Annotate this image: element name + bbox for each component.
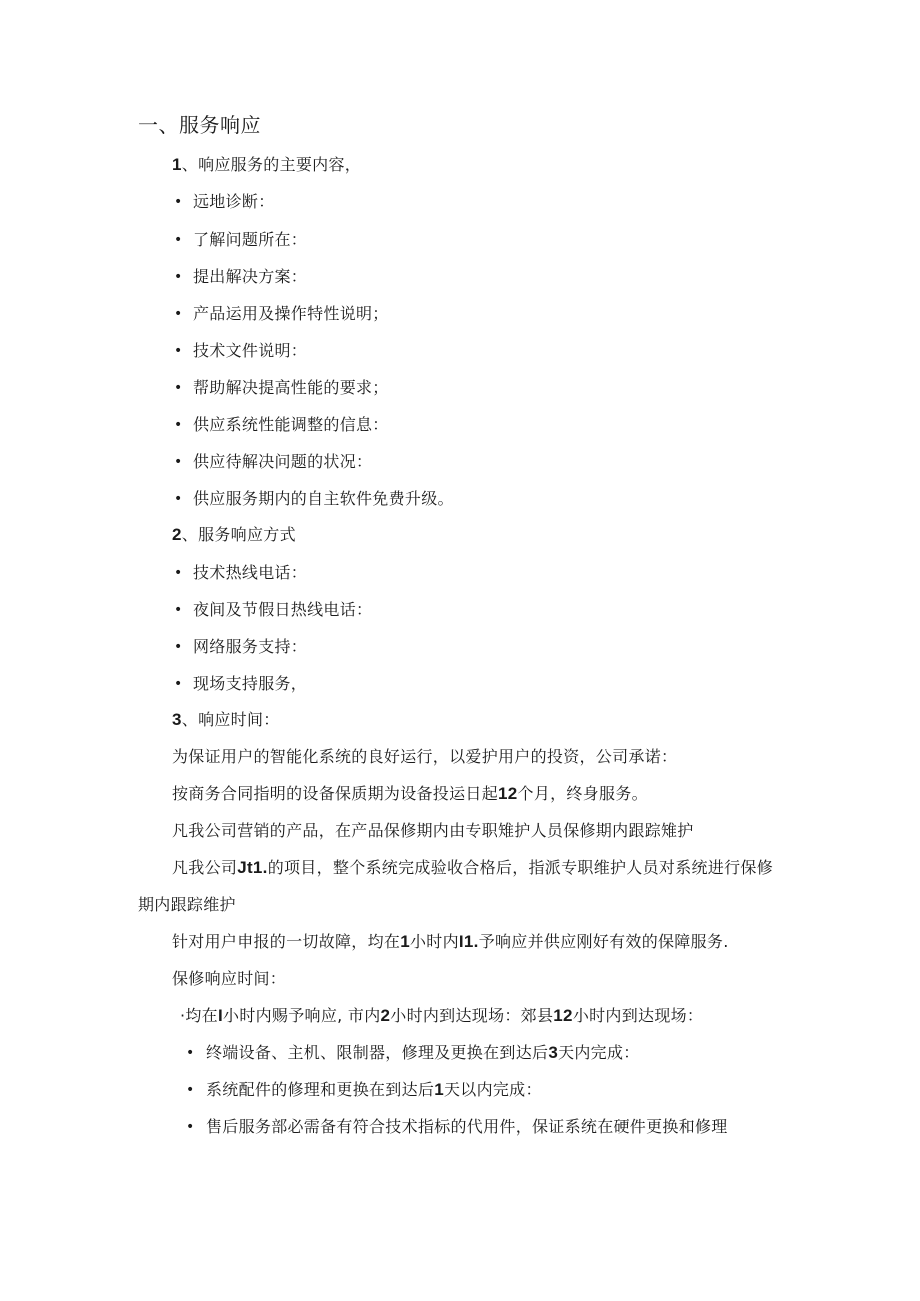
- list-item: 帮助解决提高性能的要求；: [193, 378, 389, 397]
- bullet-icon: •: [174, 232, 183, 248]
- list-item: 供应系统性能调整的信息：: [193, 415, 389, 434]
- text-run: 小时内赐予响应, 市内: [223, 1006, 381, 1025]
- text-run: 个月，终身服务。: [517, 784, 648, 803]
- list-item: 远地诊断：: [193, 192, 275, 211]
- bullet-icon: •: [174, 194, 183, 210]
- number-run: I1.: [458, 932, 479, 951]
- list-item: 供应服务期内的自主软件免费升级。: [193, 489, 454, 508]
- section-2-header: [172, 524, 296, 546]
- number-run: 1: [400, 932, 410, 951]
- section-3-header: [172, 709, 280, 731]
- paragraph-continuation: 期内跟踪维护: [138, 895, 236, 914]
- list-item: 产品运用及操作特性说明；: [193, 304, 389, 323]
- section-1-number: 1: [172, 155, 182, 174]
- text-run: 按商务合同指明的设备保质期为设备投运日起: [172, 784, 499, 803]
- text-run: 的项目，整个系统完成验收合格后，指派专职维护人员对系统进行保修: [267, 858, 774, 877]
- text-run: 小时内到达现场：郊县: [390, 1006, 554, 1025]
- paragraph: [172, 783, 648, 805]
- list-item: 供应待解决问题的状况：: [193, 452, 373, 471]
- paragraph: 保修响应时间：: [172, 969, 287, 988]
- list-item: 夜间及节假日热线电话：: [193, 600, 373, 619]
- paragraph: 凡我公司营销的产品，在产品保修期内由专职雉护人员保修期内跟踪雉护: [172, 821, 694, 840]
- paragraph: 为保证用户的智能化系统的良好运行，以爱护用户的投资，公司承诺：: [172, 747, 678, 766]
- paragraph: [172, 931, 729, 953]
- text-run: 天内完成：: [558, 1043, 640, 1062]
- list-item: 技术文件说明：: [193, 341, 308, 360]
- text-run: 小时内: [409, 932, 459, 951]
- number-run: I: [218, 1006, 224, 1025]
- bullet-icon: •: [174, 676, 183, 692]
- bullet-icon: •: [174, 454, 183, 470]
- section-3-title: 、响应时间：: [181, 710, 280, 729]
- bullet-icon: •: [174, 565, 183, 581]
- bullet-icon: •: [174, 269, 183, 285]
- text-run: 售后服务部必需备有符合技术指标的代用件，保证系统在硬件更换和修理: [206, 1117, 728, 1136]
- bullet-icon: •: [186, 1119, 195, 1135]
- number-run: 12: [498, 784, 518, 803]
- bullet-icon: •: [174, 602, 183, 618]
- list-item: 了解问题所在：: [193, 230, 308, 249]
- list-item: 网络服务支持：: [193, 637, 308, 656]
- section-2-title: 、服务响应方式: [181, 525, 296, 544]
- bullet-icon: •: [174, 380, 183, 396]
- text-run: 凡我公司: [172, 858, 238, 877]
- text-run: 系统配件的修理和更换在到达后: [206, 1080, 435, 1099]
- text-run: 针对用户申报的一切故障，均在: [172, 932, 401, 951]
- number-run: 1: [434, 1080, 444, 1099]
- bullet-icon: •: [174, 417, 183, 433]
- text-run: 终端设备、主机、限制器，修理及更换在到达后: [206, 1043, 549, 1062]
- text-run: 天以内完成：: [443, 1080, 542, 1099]
- paragraph: [180, 1005, 703, 1027]
- text-run: ·均在: [180, 1006, 218, 1025]
- bullet-icon: •: [174, 343, 183, 359]
- number-run: 12: [553, 1006, 573, 1025]
- text-run: 小时内到达现场：: [572, 1006, 704, 1025]
- page-title: 一、服务响应: [138, 113, 261, 137]
- list-item: 现场支持服务，: [193, 674, 308, 693]
- list-item: 技术热线电话：: [193, 563, 308, 582]
- list-item: [206, 1079, 542, 1101]
- number-run: 2: [380, 1006, 391, 1025]
- list-item: [206, 1116, 728, 1138]
- section-2-number: 2: [172, 525, 182, 544]
- number-run: Jt1.: [237, 858, 268, 877]
- section-3-number: 3: [172, 710, 182, 729]
- paragraph: [172, 857, 773, 879]
- bullet-icon: •: [174, 306, 183, 322]
- list-item: [206, 1042, 640, 1064]
- bullet-icon: •: [186, 1045, 195, 1061]
- bullet-icon: •: [174, 639, 183, 655]
- bullet-icon: •: [174, 491, 183, 507]
- bullet-icon: •: [186, 1082, 195, 1098]
- text-run: 予响应并供应刚好有效的保障服务.: [478, 932, 729, 951]
- list-item: 提出解决方案：: [193, 267, 308, 286]
- section-1-title: 、响应服务的主要内容，: [181, 155, 362, 174]
- number-run: 3: [548, 1043, 559, 1062]
- section-1-header: [172, 154, 361, 176]
